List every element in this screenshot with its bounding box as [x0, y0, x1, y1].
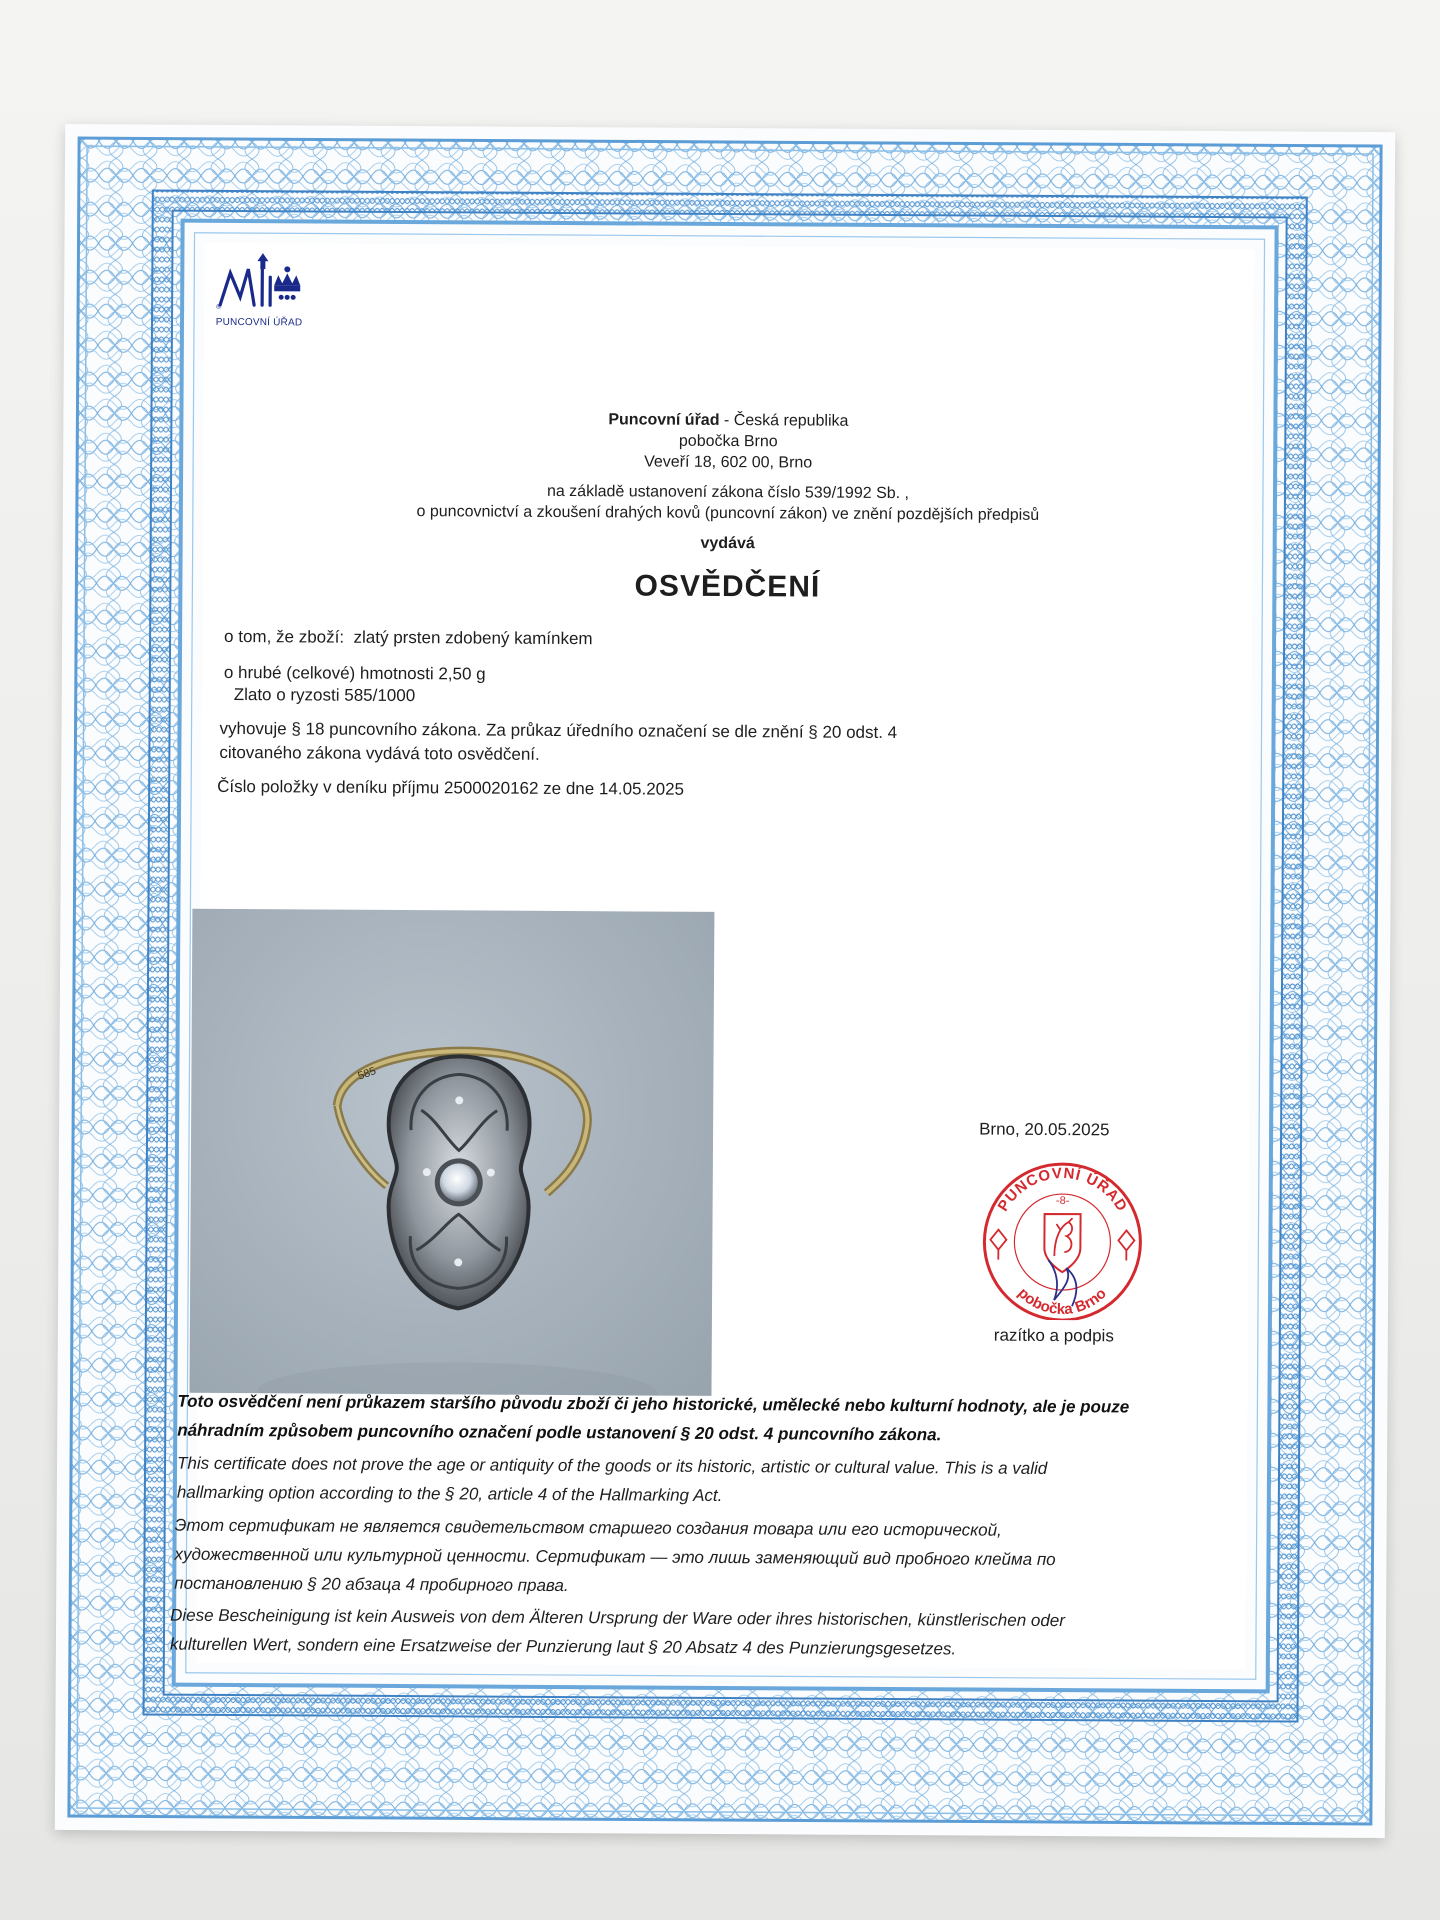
- stamp-label: razítko a podpis: [993, 1325, 1114, 1346]
- hallmark-office-logo-icon: [210, 247, 308, 318]
- branch-name: pobočka Brno: [678, 432, 778, 451]
- goods-value: zlatý prsten zdobený kamínkem: [353, 627, 593, 649]
- svg-text:PUNCOVNÍ ÚŘAD: [995, 1164, 1131, 1215]
- address: Veveří 18, 602 00, Brno: [644, 453, 813, 472]
- certificate-paper: [55, 124, 1395, 1838]
- place-date: Brno, 20.05.2025: [979, 1119, 1110, 1140]
- svg-text:®: ®: [216, 303, 222, 311]
- disclaimer-german: Diese Bescheinigung ist kein Ausweis von dem Älteren Ursprung der Ware oder ihres historischen, künstlerischen oder kulturellen Wert, sondern eine Ersatzweise der Punzierung laut § 20 Absatz 4 des Punzierungsgesetzes.: [169, 1605, 1066, 1659]
- item-number-line: Číslo položky v deníku příjmu 2500020162 ze dne 14.05.2025: [217, 776, 685, 799]
- header-office-line: Puncovní úřad - Česká republika: [608, 411, 849, 430]
- disclaimer-czech: Toto osvědčení není průkazem staršího původu zboží či jeho historické, umělecké nebo kulturní hodnoty, ale je pouze náhradním způsobem puncovního označení podle ustanovení § 20 odst. 4 puncovního zákona.: [177, 1391, 1130, 1445]
- country-name: Česká republika: [733, 412, 849, 430]
- logo-text: PUNCOVNÍ ÚŘAD: [215, 316, 303, 329]
- weight-line: o hrubé (celkové) hmotnosti 2,50 g: [223, 662, 486, 684]
- official-stamp: [976, 1160, 1149, 1321]
- issues-label: vydává: [700, 534, 755, 553]
- fineness-line: Zlato o ryzosti 585/1000: [233, 684, 416, 706]
- certificate-title: OSVĚDČENÍ: [634, 569, 821, 604]
- legal-basis-line-2: o puncovnictví a zkoušení drahých kovů (puncovní zákon) ve znění pozdějších předpisů: [416, 503, 1040, 524]
- logo: [210, 247, 309, 340]
- certificate-content: [169, 243, 1255, 1669]
- compliance-line-1: vyhovuje § 18 puncovního zákona. Za průkaz úředního označení se dle znění § 20 odst. 4: [219, 718, 898, 743]
- ring-mark: 585: [356, 1065, 378, 1083]
- gold-ring-photo: [189, 909, 714, 1396]
- disclaimer-english: This certificate does not prove the age or antiquity of the goods or its historic, artistic or cultural value. This is a valid hallmarking option according to the § 20, article 4 of the Hallmarking Act.: [176, 1453, 1048, 1505]
- stamp-number: -8-: [1055, 1195, 1070, 1208]
- legal-basis-line-1: na základě ustanovení zákona číslo 539/1992 Sb. ,: [546, 482, 910, 503]
- goods-label: o tom, že zboží:: [224, 626, 345, 647]
- compliance-line-2: citovaného zákona vydává toto osvědčení.: [219, 742, 540, 764]
- signature-scribble: [1048, 1260, 1077, 1306]
- ring-image: [189, 909, 714, 1396]
- goods-line: [224, 627, 593, 649]
- office-name: Puncovní úřad: [608, 411, 720, 429]
- disclaimer-russian: Этот сертификат не является свидетельством старшего создания товара или его исторической, художественной или культурной ценности. Сертификат — это лишь заменяющий вид пробного клейма по постановлению § 20 абзаца 4 пробирного права.: [174, 1515, 1056, 1596]
- stamp-bottom-text: pobočka Brno: [1014, 1284, 1110, 1319]
- stamp-top-text: PUNCOVNÍ ÚŘAD: [994, 1164, 1131, 1216]
